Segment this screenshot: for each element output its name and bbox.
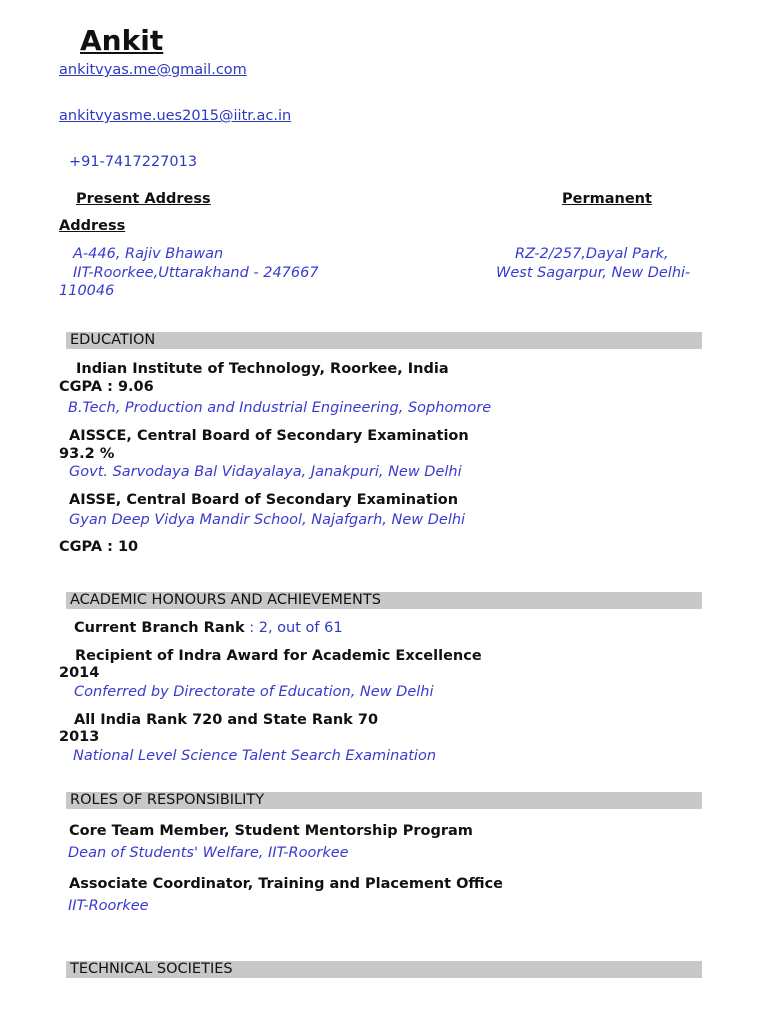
- permanent-address-line2: West Sagarpur, New Delhi-: [496, 265, 691, 281]
- edu-title: AISSE, Central Board of Secondary Examination: [69, 492, 459, 508]
- technical-section-header: TECHNICAL SOCIETIES: [66, 961, 702, 978]
- present-address-line1: A-446, Rajiv Bhawan: [73, 246, 224, 262]
- air-detail: National Level Science Talent Search Examination: [73, 748, 437, 764]
- education-section-header: EDUCATION: [66, 332, 702, 349]
- permanent-address-heading-cont: Address: [59, 218, 126, 234]
- edu-score: 93.2 %: [59, 446, 115, 462]
- present-address-line2: IIT-Roorkee,Uttarakhand - 247667: [73, 265, 319, 281]
- edu-score: CGPA : 10: [59, 539, 139, 555]
- edu-title: AISSCE, Central Board of Secondary Examination: [69, 428, 469, 444]
- edu-detail: Gyan Deep Vidya Mandir School, Najafgarh, New Delhi: [69, 512, 466, 528]
- candidate-name: Ankit: [80, 24, 164, 57]
- air-title: All India Rank 720 and State Rank 70: [74, 712, 379, 728]
- role-detail: Dean of Students' Welfare, IIT-Roorkee: [68, 845, 349, 861]
- edu-score: CGPA : 9.06: [59, 379, 154, 395]
- permanent-address-line1: RZ-2/257,Dayal Park,: [515, 246, 669, 262]
- phone-number: +91-7417227013: [69, 154, 198, 170]
- email-link-institute[interactable]: ankitvyasme.ues2015@iitr.ac.in: [59, 108, 292, 124]
- edu-title: Indian Institute of Technology, Roorkee, India: [76, 361, 449, 377]
- permanent-address-line3: 110046: [59, 283, 115, 299]
- air-year: 2013: [59, 729, 100, 745]
- role-title: Associate Coordinator, Training and Placement Office: [69, 876, 504, 892]
- email-link-personal[interactable]: ankitvyas.me@gmail.com: [59, 62, 247, 78]
- present-address-heading: Present Address: [76, 191, 211, 207]
- permanent-address-heading: Permanent: [562, 191, 652, 207]
- award-year: 2014: [59, 665, 100, 681]
- branch-rank: Current Branch Rank : 2, out of 61: [74, 620, 343, 636]
- edu-detail: B.Tech, Production and Industrial Engineering, Sophomore: [68, 400, 492, 416]
- honours-section-header: ACADEMIC HONOURS AND ACHIEVEMENTS: [66, 592, 702, 609]
- role-detail: IIT-Roorkee: [68, 898, 149, 914]
- role-title: Core Team Member, Student Mentorship Program: [69, 823, 473, 839]
- award-detail: Conferred by Directorate of Education, New Delhi: [74, 684, 434, 700]
- edu-detail: Govt. Sarvodaya Bal Vidayalaya, Janakpuri, New Delhi: [69, 464, 462, 480]
- roles-section-header: ROLES OF RESPONSIBILITY: [66, 792, 702, 809]
- award-title: Recipient of Indra Award for Academic Excellence: [75, 648, 482, 664]
